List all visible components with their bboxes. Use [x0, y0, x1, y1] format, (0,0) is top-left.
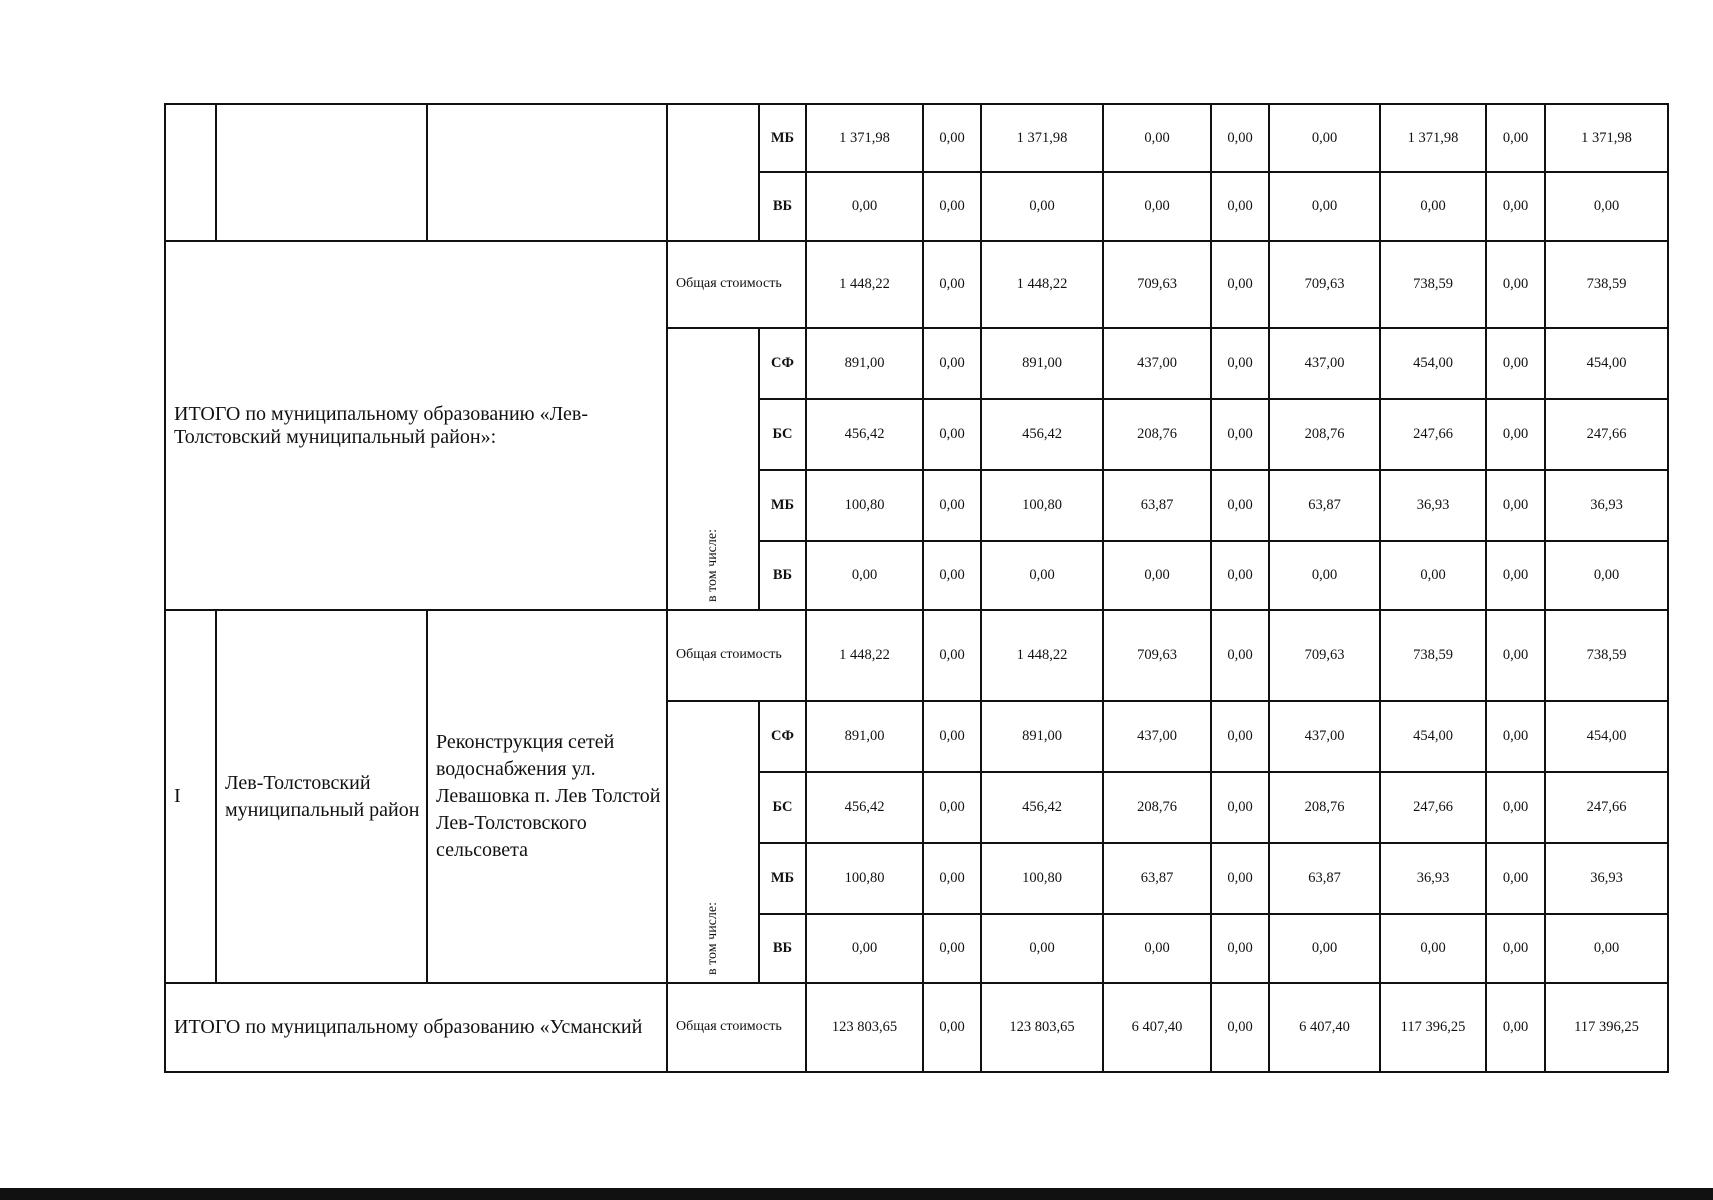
total-usman-general-row [165, 983, 1668, 1072]
table-row-mb [165, 104, 1668, 172]
value-cell: 0,00 [1211, 843, 1269, 914]
value-cell: 63,87 [1269, 843, 1380, 914]
value-cell: 0,00 [923, 610, 981, 701]
funding-code: ВБ [759, 172, 806, 241]
including-label: в том числе: [704, 528, 720, 602]
value-cell: 63,87 [1103, 843, 1211, 914]
value-cell: 36,93 [1380, 470, 1486, 541]
value-cell: 63,87 [1269, 470, 1380, 541]
general-cost-label: Общая стоимость [667, 241, 806, 328]
value-cell: 0,00 [981, 914, 1103, 983]
value-cell: 0,00 [1211, 610, 1269, 701]
funding-code: МБ [759, 104, 806, 172]
value-cell: 1 448,22 [806, 241, 923, 328]
value-cell: 0,00 [923, 914, 981, 983]
value-cell: 738,59 [1545, 610, 1668, 701]
value-cell: 100,80 [806, 470, 923, 541]
value-cell: 0,00 [806, 172, 923, 241]
value-cell: 0,00 [923, 983, 981, 1072]
value-cell: 0,00 [1211, 399, 1269, 470]
value-cell: 0,00 [1380, 172, 1486, 241]
value-cell: 437,00 [1269, 328, 1380, 399]
project-object: Реконструкция сетей водоснабжения ул. Левашовка п. Лев Толстой Лев-Толстовского сельсовета [427, 610, 667, 983]
value-cell: 437,00 [1103, 701, 1211, 772]
cell-object-empty [427, 104, 667, 241]
project-district: Лев-Толстовский муниципальный район [216, 610, 427, 983]
value-cell: 1 448,22 [981, 241, 1103, 328]
value-cell: 0,00 [1486, 470, 1545, 541]
value-cell: 0,00 [1211, 541, 1269, 610]
value-cell: 208,76 [1103, 772, 1211, 843]
general-cost-label: Общая стоимость [667, 610, 806, 701]
value-cell: 437,00 [1103, 328, 1211, 399]
value-cell: 0,00 [923, 843, 981, 914]
value-cell: 0,00 [923, 701, 981, 772]
including-label-cell [667, 701, 759, 983]
value-cell: 100,80 [981, 470, 1103, 541]
value-cell: 0,00 [1486, 843, 1545, 914]
funding-code: МБ [759, 843, 806, 914]
value-cell: 0,00 [923, 772, 981, 843]
value-cell: 738,59 [1545, 241, 1668, 328]
funding-code: БС [759, 772, 806, 843]
value-cell: 454,00 [1545, 328, 1668, 399]
value-cell: 0,00 [1486, 104, 1545, 172]
funding-code: МБ [759, 470, 806, 541]
budget-table [164, 103, 1669, 1073]
value-cell: 247,66 [1545, 399, 1668, 470]
value-cell: 0,00 [1211, 328, 1269, 399]
value-cell: 738,59 [1380, 241, 1486, 328]
value-cell: 0,00 [1486, 610, 1545, 701]
value-cell: 454,00 [1380, 328, 1486, 399]
value-cell: 0,00 [1486, 399, 1545, 470]
cell-number-empty [165, 104, 216, 241]
value-cell: 0,00 [1545, 172, 1668, 241]
value-cell: 6 407,40 [1269, 983, 1380, 1072]
including-label: в том числе: [704, 901, 720, 975]
value-cell: 0,00 [1486, 701, 1545, 772]
value-cell: 709,63 [1103, 241, 1211, 328]
value-cell: 0,00 [1103, 172, 1211, 241]
value-cell: 0,00 [1211, 470, 1269, 541]
value-cell: 0,00 [1211, 772, 1269, 843]
value-cell: 6 407,40 [1103, 983, 1211, 1072]
value-cell: 123 803,65 [981, 983, 1103, 1072]
value-cell: 36,93 [1545, 470, 1668, 541]
value-cell: 0,00 [806, 541, 923, 610]
value-cell: 0,00 [923, 241, 981, 328]
value-cell: 0,00 [1269, 172, 1380, 241]
value-cell: 100,80 [981, 843, 1103, 914]
value-cell: 123 803,65 [806, 983, 923, 1072]
value-cell: 208,76 [1103, 399, 1211, 470]
value-cell: 891,00 [981, 701, 1103, 772]
value-cell: 0,00 [981, 172, 1103, 241]
value-cell: 1 371,98 [981, 104, 1103, 172]
including-label-cell [667, 328, 759, 610]
value-cell: 0,00 [1486, 172, 1545, 241]
value-cell: 0,00 [1380, 914, 1486, 983]
value-cell: 0,00 [1103, 541, 1211, 610]
value-cell: 454,00 [1380, 701, 1486, 772]
general-cost-label: Общая стоимость [667, 983, 806, 1072]
value-cell: 1 371,98 [1545, 104, 1668, 172]
funding-code: СФ [759, 328, 806, 399]
value-cell: 247,66 [1545, 772, 1668, 843]
value-cell: 0,00 [1211, 914, 1269, 983]
value-cell: 0,00 [1486, 983, 1545, 1072]
value-cell: 0,00 [923, 172, 981, 241]
funding-code: ВБ [759, 914, 806, 983]
value-cell: 0,00 [1103, 914, 1211, 983]
value-cell: 0,00 [1486, 541, 1545, 610]
value-cell: 738,59 [1380, 610, 1486, 701]
value-cell: 0,00 [1211, 241, 1269, 328]
value-cell: 1 448,22 [806, 610, 923, 701]
value-cell: 0,00 [1380, 541, 1486, 610]
value-cell: 1 371,98 [806, 104, 923, 172]
value-cell: 0,00 [1211, 983, 1269, 1072]
value-cell: 0,00 [1103, 104, 1211, 172]
value-cell: 0,00 [1269, 104, 1380, 172]
scan-edge-bar [0, 1188, 1713, 1200]
value-cell: 208,76 [1269, 399, 1380, 470]
value-cell: 36,93 [1380, 843, 1486, 914]
value-cell: 0,00 [1211, 172, 1269, 241]
value-cell: 100,80 [806, 843, 923, 914]
value-cell: 0,00 [1211, 701, 1269, 772]
total-usman-label: ИТОГО по муниципальному образованию «Усманский [165, 983, 667, 1072]
value-cell: 0,00 [923, 541, 981, 610]
total-lev-general-row [165, 241, 1668, 328]
value-cell: 1 448,22 [981, 610, 1103, 701]
value-cell: 0,00 [1486, 772, 1545, 843]
value-cell: 891,00 [806, 328, 923, 399]
funding-code: ВБ [759, 541, 806, 610]
value-cell: 454,00 [1545, 701, 1668, 772]
value-cell: 456,42 [806, 772, 923, 843]
value-cell: 709,63 [1269, 241, 1380, 328]
value-cell: 63,87 [1103, 470, 1211, 541]
value-cell: 456,42 [981, 399, 1103, 470]
value-cell: 0,00 [923, 470, 981, 541]
value-cell: 208,76 [1269, 772, 1380, 843]
value-cell: 709,63 [1269, 610, 1380, 701]
value-cell: 891,00 [981, 328, 1103, 399]
value-cell: 437,00 [1269, 701, 1380, 772]
value-cell: 0,00 [1486, 328, 1545, 399]
value-cell: 0,00 [1545, 541, 1668, 610]
value-cell: 1 371,98 [1380, 104, 1486, 172]
value-cell: 0,00 [1486, 914, 1545, 983]
value-cell: 0,00 [1545, 914, 1668, 983]
cell-district-empty [216, 104, 427, 241]
value-cell: 247,66 [1380, 399, 1486, 470]
project-general-row [165, 610, 1668, 701]
value-cell: 709,63 [1103, 610, 1211, 701]
value-cell: 891,00 [806, 701, 923, 772]
value-cell: 0,00 [923, 328, 981, 399]
value-cell: 456,42 [981, 772, 1103, 843]
value-cell: 0,00 [1211, 104, 1269, 172]
value-cell: 0,00 [1486, 241, 1545, 328]
value-cell: 0,00 [981, 541, 1103, 610]
value-cell: 0,00 [923, 104, 981, 172]
value-cell: 456,42 [806, 399, 923, 470]
funding-code: БС [759, 399, 806, 470]
cell-label-empty [667, 104, 759, 241]
value-cell: 117 396,25 [1545, 983, 1668, 1072]
value-cell: 36,93 [1545, 843, 1668, 914]
value-cell: 0,00 [1269, 914, 1380, 983]
value-cell: 0,00 [923, 399, 981, 470]
value-cell: 0,00 [1269, 541, 1380, 610]
value-cell: 0,00 [806, 914, 923, 983]
total-lev-label: ИТОГО по муниципальному образованию «Лев-Толстовский муниципальный район»: [165, 241, 667, 610]
project-number: I [165, 610, 216, 983]
value-cell: 247,66 [1380, 772, 1486, 843]
funding-code: СФ [759, 701, 806, 772]
value-cell: 117 396,25 [1380, 983, 1486, 1072]
